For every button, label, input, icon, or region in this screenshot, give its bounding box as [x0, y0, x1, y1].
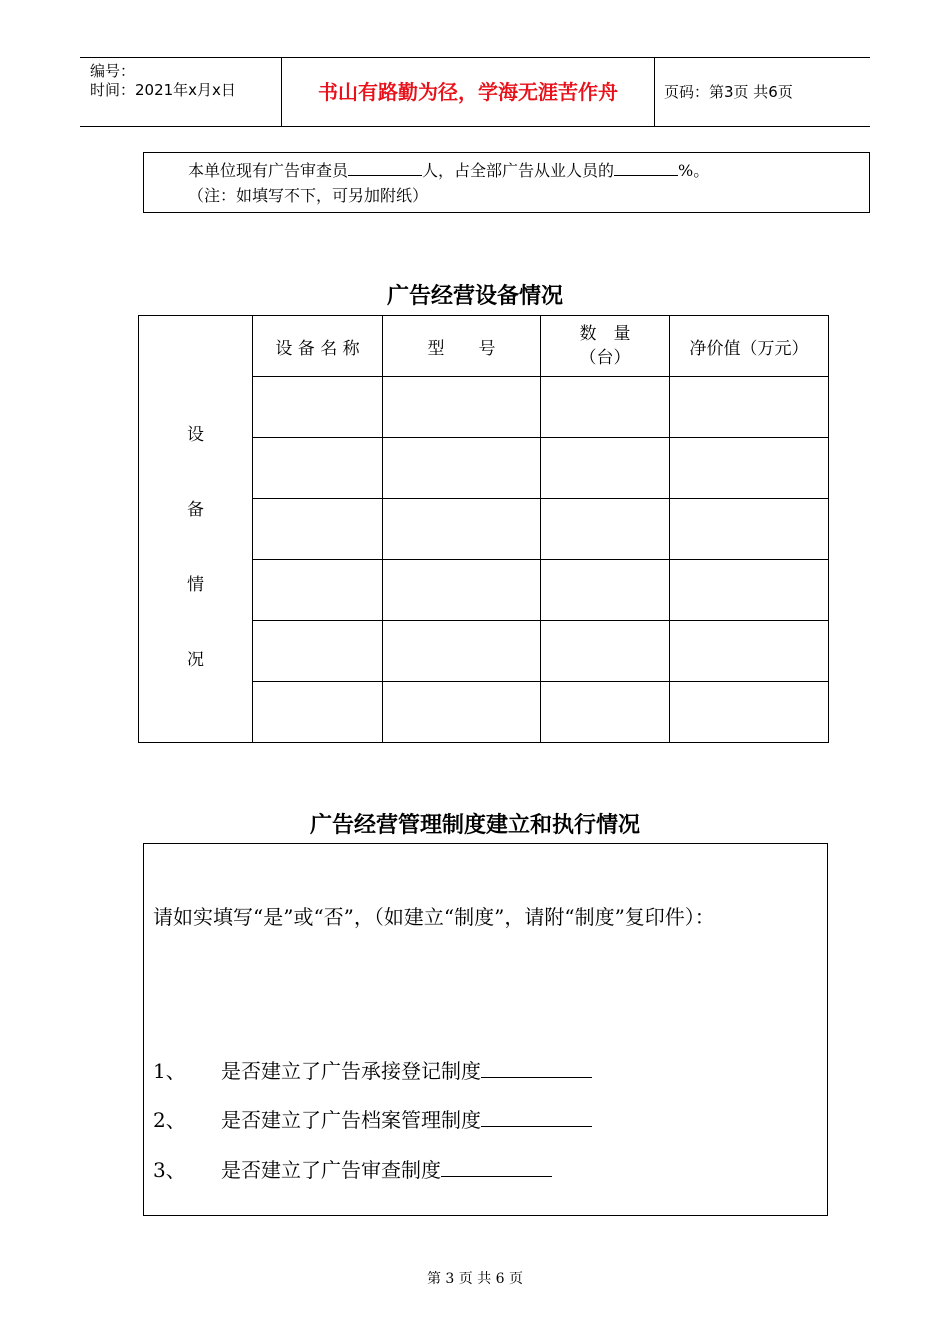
equipment-side-label	[139, 316, 253, 743]
document-header	[80, 57, 870, 127]
side-char: 况	[187, 650, 204, 670]
item-number: 1、	[153, 1059, 186, 1083]
quantity-unit: （台）	[579, 348, 631, 368]
side-char: 情	[187, 575, 204, 595]
cell-quantity[interactable]	[541, 377, 670, 438]
col-header-name: 设 备 名 称	[253, 316, 383, 377]
header-page-info: 页码：第3页 共6页	[664, 83, 793, 101]
col-header-quantity	[541, 316, 670, 377]
item-text: 是否建立了广告档案管理制度	[221, 1108, 481, 1132]
header-divider	[654, 58, 655, 126]
cell-name[interactable]	[253, 499, 383, 560]
list-item	[153, 1057, 592, 1084]
answer-blank[interactable]	[481, 1106, 592, 1127]
item-number: 3、	[153, 1158, 186, 1182]
reviewer-note-box	[143, 152, 870, 213]
management-box	[143, 843, 828, 1216]
answer-blank[interactable]	[441, 1156, 552, 1177]
cell-quantity[interactable]	[541, 682, 670, 743]
col-header-model: 型 号	[383, 316, 541, 377]
management-intro: 请如实填写“是”或“否”，（如建立“制度”，请附“制度”复印件）：	[153, 905, 715, 929]
item-text: 是否建立了广告承接登记制度	[221, 1059, 481, 1083]
cell-name[interactable]	[253, 682, 383, 743]
cell-model[interactable]	[383, 621, 541, 682]
cell-name[interactable]	[253, 377, 383, 438]
cell-name[interactable]	[253, 560, 383, 621]
cell-model[interactable]	[383, 560, 541, 621]
note-remark: （注：如填写不下，可另加附纸）	[188, 186, 429, 205]
item-text: 是否建立了广告审查制度	[221, 1158, 441, 1182]
cell-quantity[interactable]	[541, 621, 670, 682]
cell-name[interactable]	[253, 438, 383, 499]
side-char: 设	[187, 425, 204, 445]
reviewer-count-blank[interactable]	[348, 159, 422, 176]
equipment-header-row	[139, 316, 829, 377]
page-footer: 第 3 页 共 6 页	[426, 1271, 524, 1287]
answer-blank[interactable]	[481, 1057, 592, 1078]
cell-value[interactable]	[670, 499, 829, 560]
cell-model[interactable]	[383, 499, 541, 560]
col-header-value: 净价值（万元）	[670, 316, 829, 377]
equipment-title: 广告经营设备情况	[386, 284, 563, 309]
serial-label: 编号：	[90, 62, 136, 80]
header-meta	[90, 62, 236, 100]
list-item	[153, 1156, 552, 1183]
cell-value[interactable]	[670, 560, 829, 621]
header-motto: 书山有路勤为径，学海无涯苦作舟	[318, 80, 618, 104]
cell-quantity[interactable]	[541, 499, 670, 560]
quantity-label: 数 量	[579, 324, 631, 344]
cell-quantity[interactable]	[541, 438, 670, 499]
item-number: 2、	[153, 1108, 186, 1132]
cell-model[interactable]	[383, 682, 541, 743]
equipment-table	[138, 315, 829, 743]
cell-model[interactable]	[383, 438, 541, 499]
list-item	[153, 1106, 592, 1133]
cell-model[interactable]	[383, 377, 541, 438]
reviewer-suffix: %。	[678, 161, 710, 180]
reviewer-count-line	[188, 159, 709, 182]
management-title: 广告经营管理制度建立和执行情况	[309, 813, 640, 838]
cell-value[interactable]	[670, 377, 829, 438]
cell-quantity[interactable]	[541, 560, 670, 621]
cell-value[interactable]	[670, 438, 829, 499]
reviewer-prefix: 本单位现有广告审查员	[188, 161, 349, 180]
reviewer-percent-blank[interactable]	[614, 159, 678, 176]
time-label: 时间：2021年x月x日	[90, 81, 236, 99]
reviewer-mid: 人，占全部广告从业人员的	[422, 161, 615, 180]
cell-value[interactable]	[670, 682, 829, 743]
cell-name[interactable]	[253, 621, 383, 682]
side-char: 备	[187, 500, 204, 520]
cell-value[interactable]	[670, 621, 829, 682]
